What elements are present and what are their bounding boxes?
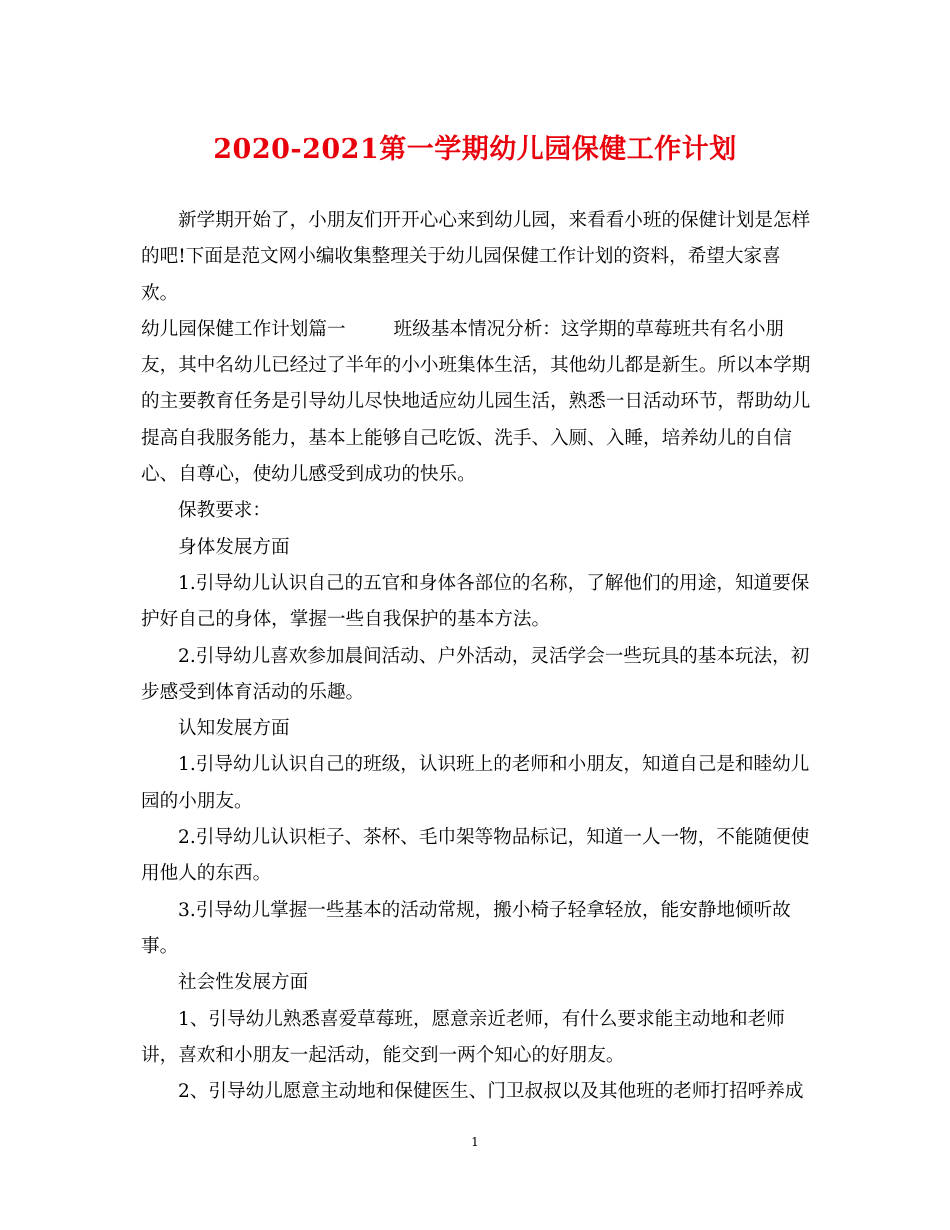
section-text: 班级基本情况分析：这学期的草莓班共有名小朋友，其中名幼儿已经过了半年的小小班集体生活，其他幼儿都是新生。所以本学期的主要教育任务是引导幼儿尽快地适应幼儿园生活，熟悉一日活动环节，帮助幼儿提高自我服务能力，基本上能够自己吃饭、洗手、入厕、入睡，培养幼儿的自信心、自尊心，使幼儿感受到成功的快乐。 xyxy=(141,318,811,486)
paragraph-social-2: 2、引导幼儿愿意主动地和保健医生、门卫叔叔以及其他班的老师打招呼养成 xyxy=(178,1081,804,1103)
paragraph-cognitive-1: 1.引导幼儿认识自己的班级，认识班上的老师和小朋友，知道自己是和睦幼儿园的小朋友。 xyxy=(141,754,810,812)
heading-social-development: 社会性发展方面 xyxy=(178,972,309,994)
document-title: 2020-2021第一学期幼儿园保健工作计划 xyxy=(213,134,737,165)
page-number: 1 xyxy=(471,1135,479,1149)
paragraph-cognitive-3: 3.引导幼儿掌握一些基本的活动常规，搬小椅子轻拿轻放，能安静地倾听故事。 xyxy=(141,899,791,957)
heading-cognitive-development: 认知发展方面 xyxy=(178,718,290,740)
heading-physical-development: 身体发展方面 xyxy=(178,536,290,558)
document-body xyxy=(141,203,811,1110)
paragraph-social-1: 1、引导幼儿熟悉喜爱草莓班，愿意亲近老师，有什么要求能主动地和老师讲，喜欢和小朋友一起活动，能交到一两个知心的好朋友。 xyxy=(141,1008,785,1066)
paragraph-care-requirements: 保教要求： xyxy=(178,500,271,522)
section-label: 幼儿园保健工作计划篇一 xyxy=(141,318,346,340)
paragraph-physical-2: 2.引导幼儿喜欢参加晨间活动、户外活动，灵活学会一些玩具的基本玩法，初步感受到体育活动的乐趣。 xyxy=(141,645,810,703)
section-paragraph xyxy=(141,312,811,493)
paragraph-cognitive-2: 2.引导幼儿认识柜子、茶杯、毛巾架等物品标记，知道一人一物，不能随便使用他人的东西。 xyxy=(141,827,810,885)
paragraph-physical-1: 1.引导幼儿认识自己的五官和身体各部位的名称，了解他们的用途，知道要保护好自己的身体，掌握一些自我保护的基本方法。 xyxy=(141,572,810,631)
intro-paragraph: 新学期开始了，小朋友们开开心心来到幼儿园，来看看小班的保健计划是怎样的吧!下面是范文网小编收集整理关于幼儿园保健工作计划的资料，希望大家喜欢。 xyxy=(141,210,811,304)
